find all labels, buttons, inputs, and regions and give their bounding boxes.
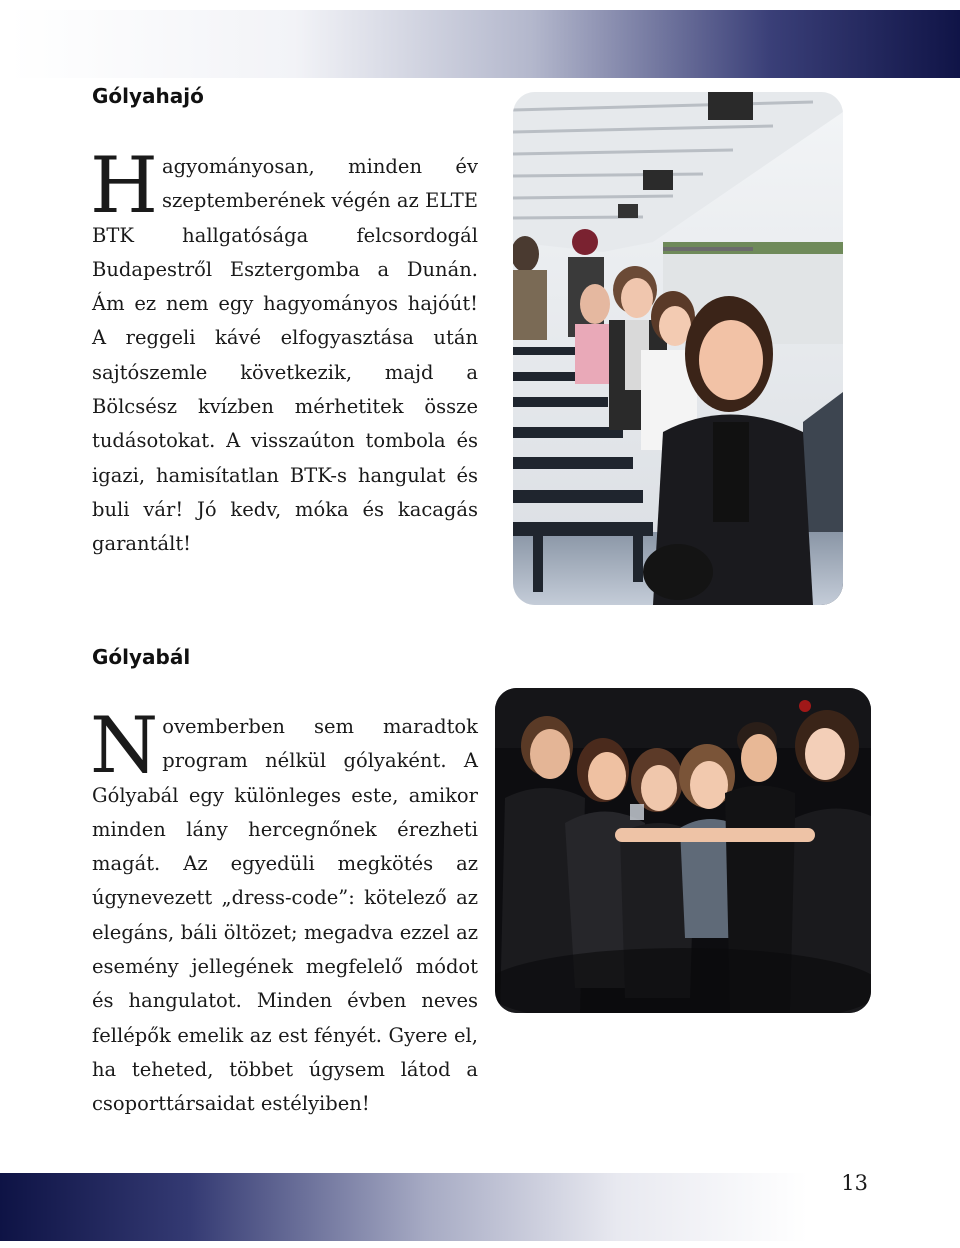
section-text-golyabal: ovemberben sem maradtok program nélkül gólyaként. A Gólyabál egy különleges este, amikor minden lány hercegnőnek érezheti magát. Az egyedüli megkötés az úgynevezett „dress-code”: kötelező az elegáns, báli öltözet; megadva ezzel az esemény jellegének megfelelő módot és hangulatot. Minden évben neves fellépők emelik az est fényét. Gyere el, ha teheted, többet úgysem látod a csoporttársaidat estélyiben! xyxy=(92,715,478,1116)
section-heading-golyabal: Gólyabál xyxy=(92,645,191,669)
section-body-golyahajo xyxy=(90,141,478,562)
dropcap-n: N xyxy=(90,701,159,791)
section-text-golyahajo: agyományosan, minden év szeptemberének végén az ELTE BTK hallgatósága felcsordogál Budapestről Esztergomba a Dunán. Ám ez nem egy hagyományos hajóút! A reggeli kávé elfogyasztása után sajtószemle következik, majd a Bölcsész kvízben mérhetitek össze tudásotokat. A visszaúton tombola és igazi, hamisítatlan BTK-s hangulat és buli vár! Jó kedv, móka és kacagás garantált! xyxy=(92,155,478,556)
boat-trip-photo xyxy=(513,92,843,605)
footer-gradient-bar xyxy=(0,1173,950,1241)
section-body-golyabal xyxy=(90,701,478,1122)
header-gradient-bar xyxy=(10,10,960,78)
ball-party-photo xyxy=(495,688,871,1013)
dropcap-h: H xyxy=(90,141,159,231)
section-heading-golyahajo: Gólyahajó xyxy=(92,84,204,108)
page-number: 13 xyxy=(841,1171,868,1195)
